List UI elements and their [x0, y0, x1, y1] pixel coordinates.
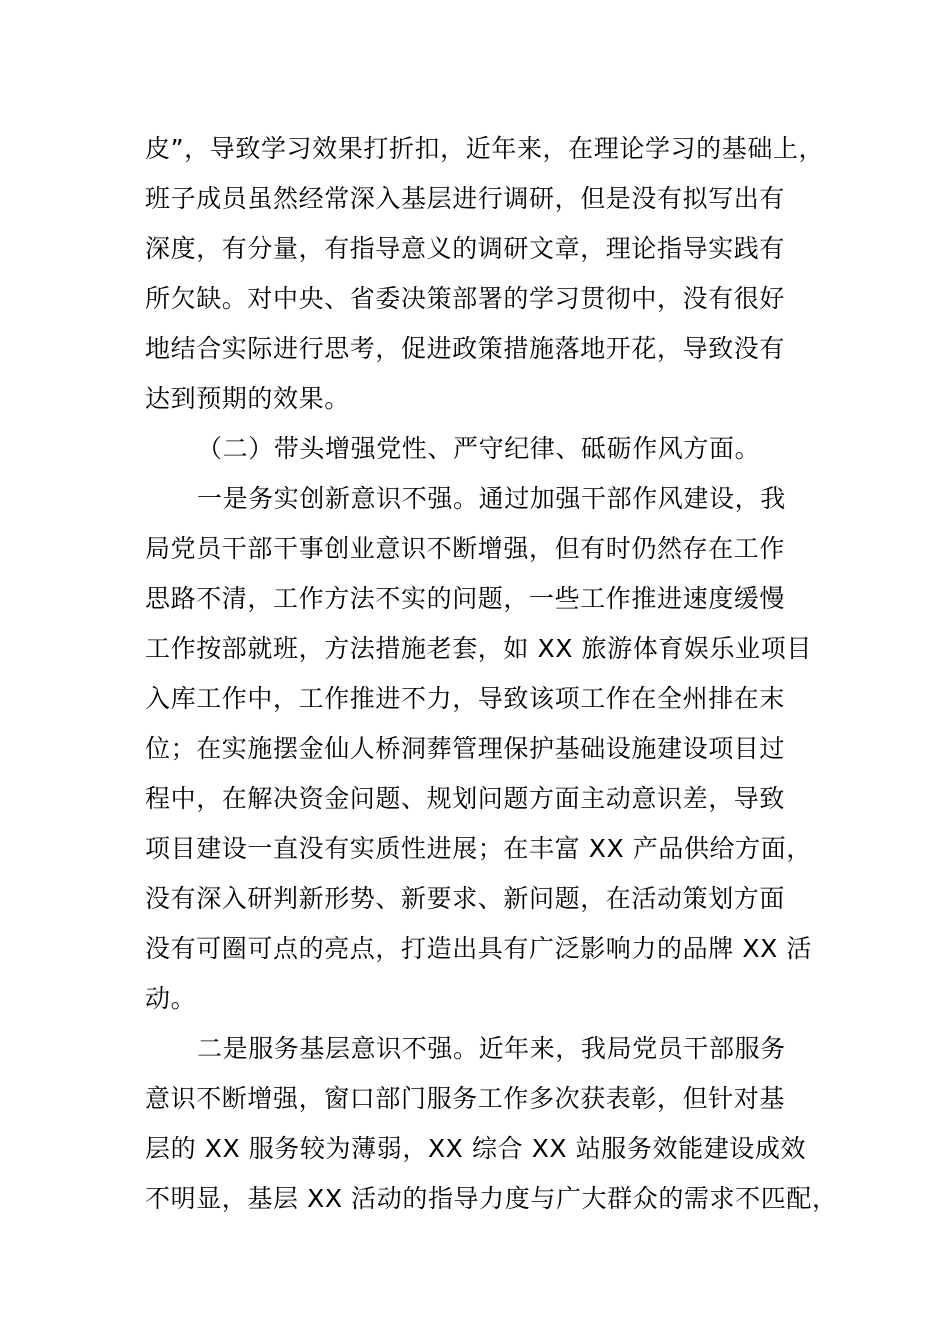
- text-line: 达到预期的效果。: [145, 384, 350, 413]
- text-line: 层的 XX 服务较为薄弱，XX 综合 XX 站服务效能建设成效: [145, 1134, 807, 1163]
- text-line: 程中，在解决资金问题、规划问题方面主动意识差，导致: [145, 784, 786, 813]
- text-line: 思路不清，工作方法不实的问题，一些工作推进速度缓慢: [145, 584, 786, 613]
- text-line: 二是服务基层意识不强。近年来，我局党员干部服务: [197, 1034, 786, 1063]
- text-line: 项目建设一直没有实质性进展；在丰富 XX 产品供给方面，: [145, 834, 812, 863]
- text-line: 工作按部就班，方法措施老套，如 XX 旅游体育娱乐业项目: [145, 634, 812, 663]
- text-line: 位；在实施摆金仙人桥洞葬管理保护基础设施建设项目过: [145, 734, 786, 763]
- text-line: 意识不断增强，窗口部门服务工作多次获表彰，但针对基: [145, 1084, 786, 1113]
- section-heading: （二）带头增强党性、严守纪律、砥砺作风方面。: [197, 434, 761, 463]
- text-line: 没有深入研判新形势、新要求、新问题，在活动策划方面: [145, 884, 786, 913]
- text-line: 不明显，基层 XX 活动的指导力度与广大群众的需求不匹配，: [145, 1184, 838, 1213]
- text-line: 一是务实创新意识不强。通过加强干部作风建设，我: [197, 484, 786, 513]
- text-line: 所欠缺。对中央、省委决策部署的学习贯彻中，没有很好: [145, 284, 786, 313]
- text-line: 没有可圈可点的亮点，打造出具有广泛影响力的品牌 XX 活: [145, 934, 812, 963]
- text-line: 皮”，导致学习效果打折扣，近年来，在理论学习的基础上，: [145, 134, 825, 163]
- text-line: 局党员干部干事创业意识不断增强，但有时仍然存在工作: [145, 534, 786, 563]
- text-line: 动。: [145, 984, 197, 1013]
- text-line: 班子成员虽然经常深入基层进行调研，但是没有拟写出有: [145, 184, 786, 213]
- text-line: 入库工作中，工作推进不力，导致该项工作在全州排在末: [145, 684, 786, 713]
- text-line: 深度，有分量，有指导意义的调研文章，理论指导实践有: [145, 234, 786, 263]
- text-line: 地结合实际进行思考，促进政策措施落地开花，导致没有: [145, 334, 786, 363]
